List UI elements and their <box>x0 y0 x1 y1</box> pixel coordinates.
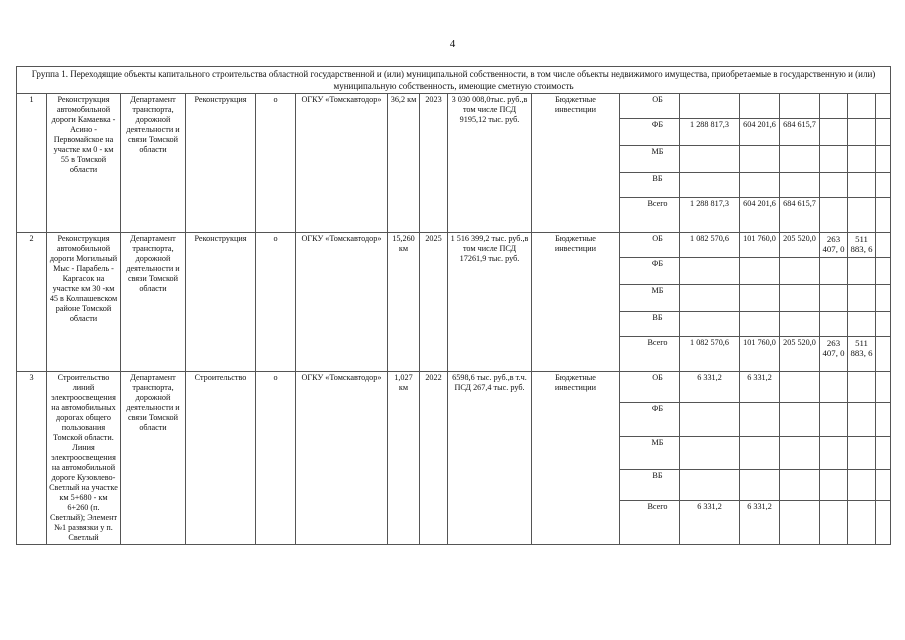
object-mark: о <box>256 372 296 545</box>
amount-cell: 511 883, 6 <box>848 233 876 258</box>
budget-line-label: Всего <box>620 337 680 372</box>
department: Департамент транспорта, дорожной деятельности и связи Томской области <box>121 372 186 545</box>
work-type: Реконструкция <box>186 94 256 233</box>
object-name: Реконструкция автомобильной дороги Могильный Мыс - Парабель - Каргасок на участке км 30 -км 45 в Колпашевском районе Томской области <box>47 233 121 372</box>
group-title: Группа 1. Переходящие объекты капитального строительства областной государственной и (или) муниципальной собственности, в том числе объекты недвижимого имущества, приобретаемые в государственную и (или) муниципальную собственность, имеющие сметную стоимость <box>17 67 891 94</box>
amount-cell <box>780 403 820 437</box>
amount-cell <box>820 285 848 312</box>
amount-cell <box>680 146 740 173</box>
empty-cell <box>876 372 891 403</box>
amount-cell <box>780 258 820 285</box>
completion-year: 2023 <box>420 94 448 233</box>
amount-cell <box>820 198 848 233</box>
amount-cell <box>820 119 848 146</box>
empty-cell <box>876 233 891 258</box>
amount-cell <box>740 403 780 437</box>
amount-cell <box>848 258 876 285</box>
amount-cell: 1 082 570,6 <box>680 233 740 258</box>
empty-cell <box>876 470 891 501</box>
amount-cell <box>680 173 740 198</box>
customer: ОГКУ «Томскавтодор» <box>296 233 388 372</box>
estimated-cost: 6598,6 тыс. руб.,в т.ч. ПСД 267,4 тыс. руб. <box>448 372 532 545</box>
amount-cell <box>820 146 848 173</box>
department: Департамент транспорта, дорожной деятельности и связи Томской области <box>121 94 186 233</box>
table-row <box>17 372 891 403</box>
amount-cell <box>780 470 820 501</box>
amount-cell: 684 615,7 <box>780 119 820 146</box>
funding-form: Бюджетные инвестиции <box>532 372 620 545</box>
amount-cell: 263 407, 0 <box>820 233 848 258</box>
amount-cell <box>780 372 820 403</box>
amount-cell: 604 201,6 <box>740 119 780 146</box>
amount-cell: 1 288 817,3 <box>680 119 740 146</box>
page-number: 4 <box>449 38 456 50</box>
amount-cell <box>680 285 740 312</box>
amount-cell <box>848 146 876 173</box>
amount-cell <box>820 173 848 198</box>
amount-cell: 511 883, 6 <box>848 337 876 372</box>
amount-cell <box>680 94 740 119</box>
empty-cell <box>876 501 891 545</box>
work-type: Строительство <box>186 372 256 545</box>
amount-cell <box>780 146 820 173</box>
amount-cell <box>680 470 740 501</box>
object-mark: о <box>256 233 296 372</box>
empty-cell <box>876 146 891 173</box>
amount-cell: 205 520,0 <box>780 337 820 372</box>
amount-cell <box>848 403 876 437</box>
amount-cell: 6 331,2 <box>680 372 740 403</box>
amount-cell: 604 201,6 <box>740 198 780 233</box>
amount-cell <box>848 501 876 545</box>
amount-cell: 101 760,0 <box>740 233 780 258</box>
budget-line-label: Всего <box>620 501 680 545</box>
budget-line-label: ВБ <box>620 312 680 337</box>
amount-cell <box>848 372 876 403</box>
budget-line-label: ОБ <box>620 372 680 403</box>
budget-line-label: ОБ <box>620 233 680 258</box>
amount-cell <box>848 198 876 233</box>
empty-cell <box>876 337 891 372</box>
amount-cell <box>848 312 876 337</box>
budget-line-label: ВБ <box>620 173 680 198</box>
budget-line-label: ФБ <box>620 403 680 437</box>
object-name: Реконструкция автомобильной дороги Камаевка - Асино - Первомайское на участке км 0 - км 55 в Томской области <box>47 94 121 233</box>
amount-cell <box>780 501 820 545</box>
amount-cell <box>740 470 780 501</box>
amount-cell: 263 407, 0 <box>820 337 848 372</box>
amount-cell <box>848 285 876 312</box>
empty-cell <box>876 436 891 470</box>
empty-cell <box>876 403 891 437</box>
object-mark: о <box>256 94 296 233</box>
estimated-cost: 3 030 008,0тыс. руб.,в том числе ПСД 9195,12 тыс. руб. <box>448 94 532 233</box>
amount-cell <box>820 372 848 403</box>
amount-cell <box>740 285 780 312</box>
funding-form: Бюджетные инвестиции <box>532 233 620 372</box>
budget-line-label: ФБ <box>620 258 680 285</box>
completion-year: 2022 <box>420 372 448 545</box>
funding-form: Бюджетные инвестиции <box>532 94 620 233</box>
amount-cell <box>680 436 740 470</box>
amount-cell <box>780 436 820 470</box>
amount-cell <box>848 436 876 470</box>
amount-cell <box>680 258 740 285</box>
amount-cell <box>848 119 876 146</box>
empty-cell <box>876 198 891 233</box>
amount-cell: 6 331,2 <box>740 372 780 403</box>
customer: ОГКУ «Томскавтодор» <box>296 372 388 545</box>
table-row <box>17 233 891 258</box>
amount-cell <box>740 94 780 119</box>
amount-cell <box>780 173 820 198</box>
amount-cell: 1 288 817,3 <box>680 198 740 233</box>
amount-cell <box>848 173 876 198</box>
row-number: 1 <box>17 94 47 233</box>
amount-cell <box>780 312 820 337</box>
budget-line-label: ВБ <box>620 470 680 501</box>
table-row <box>17 94 891 119</box>
amount-cell <box>848 94 876 119</box>
objects-table <box>16 66 891 545</box>
empty-cell <box>876 94 891 119</box>
capacity: 15,260 км <box>388 233 420 372</box>
amount-cell: 205 520,0 <box>780 233 820 258</box>
completion-year: 2025 <box>420 233 448 372</box>
amount-cell <box>820 470 848 501</box>
budget-line-label: МБ <box>620 146 680 173</box>
budget-line-label: Всего <box>620 198 680 233</box>
budget-line-label: МБ <box>620 285 680 312</box>
customer: ОГКУ «Томскавтодор» <box>296 94 388 233</box>
amount-cell <box>820 436 848 470</box>
row-number: 2 <box>17 233 47 372</box>
capacity: 36,2 км <box>388 94 420 233</box>
row-number: 3 <box>17 372 47 545</box>
empty-cell <box>876 119 891 146</box>
amount-cell <box>820 403 848 437</box>
amount-cell <box>740 146 780 173</box>
department: Департамент транспорта, дорожной деятельности и связи Томской области <box>121 233 186 372</box>
amount-cell <box>820 501 848 545</box>
budget-line-label: МБ <box>620 436 680 470</box>
empty-cell <box>876 258 891 285</box>
amount-cell: 6 331,2 <box>740 501 780 545</box>
amount-cell <box>740 173 780 198</box>
amount-cell: 1 082 570,6 <box>680 337 740 372</box>
empty-cell <box>876 285 891 312</box>
amount-cell <box>780 285 820 312</box>
empty-cell <box>876 312 891 337</box>
empty-cell <box>876 173 891 198</box>
amount-cell <box>680 403 740 437</box>
amount-cell <box>820 258 848 285</box>
amount-cell <box>820 94 848 119</box>
work-type: Реконструкция <box>186 233 256 372</box>
object-name: Строительство линий электроосвещения на автомобильных дорогах общего пользования Томской области. Линия электроосвещения на автомобильной дороге Кузовлево- Светлый на участке км 5+680 - км 6+260 (п. Светлый); Элемент №1 развязки у п. Светлый <box>47 372 121 545</box>
amount-cell <box>740 258 780 285</box>
estimated-cost: 1 516 399,2 тыс. руб.,в том числе ПСД 17261,9 тыс. руб. <box>448 233 532 372</box>
amount-cell <box>820 312 848 337</box>
budget-line-label: ФБ <box>620 119 680 146</box>
amount-cell <box>740 312 780 337</box>
amount-cell <box>780 94 820 119</box>
amount-cell <box>740 436 780 470</box>
budget-line-label: ОБ <box>620 94 680 119</box>
amount-cell: 684 615,7 <box>780 198 820 233</box>
capacity: 1,027 км <box>388 372 420 545</box>
amount-cell <box>848 470 876 501</box>
amount-cell <box>680 312 740 337</box>
amount-cell: 101 760,0 <box>740 337 780 372</box>
amount-cell: 6 331,2 <box>680 501 740 545</box>
